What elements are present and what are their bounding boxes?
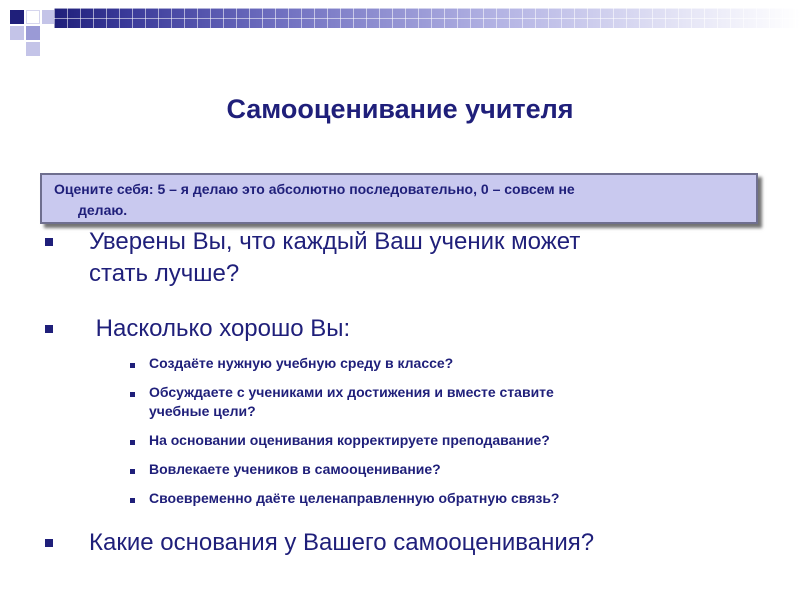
sub-bullet-list [130,354,730,514]
square-bullet-icon [45,539,53,547]
bullet-item [45,226,765,292]
deco-square-6 [26,42,40,56]
square-bullet-icon [45,325,53,333]
sub-list-item-text: Создаёте нужную учебную среду в классе? [149,355,454,371]
decorative-gradient-bar [54,8,800,28]
rating-instructions-line1: Оцените себя: 5 – я делаю это абсолютно последовательно, 0 – совсем не [54,181,575,197]
slide-title: Самооценивание учителя [226,94,574,124]
rating-instructions-line2: делаю. [78,202,128,218]
bullet-item [45,313,765,347]
bullet-item [45,527,765,561]
deco-square-1 [10,10,24,24]
deco-square-2 [26,10,40,24]
square-bullet-icon [130,363,135,368]
deco-square-4 [10,26,24,40]
bullet-text: Насколько хорошо Вы: [89,315,351,342]
sub-list-item-text [149,383,709,421]
bullet-text: Какие основания у Вашего самооценивания? [89,529,595,556]
square-bullet-icon [130,469,135,474]
square-bullet-icon [130,392,135,397]
square-bullet-icon [130,498,135,503]
sub-list-item-text: Вовлекаете учеников в самооценивание? [149,461,441,477]
deco-square-5 [26,26,40,40]
square-bullet-icon [130,440,135,445]
bullet-text-line1: Уверены Вы, что каждый Ваш ученик может [89,228,581,255]
square-bullet-icon [45,238,53,246]
bullet-text-line2: стать лучше? [89,260,240,287]
bullet-text [89,226,749,290]
rating-instructions-box [40,173,758,224]
sub-list-item-text: Своевременно даёте целенаправленную обратную связь? [149,490,560,506]
sub-list-item-text: На основании оценивания корректируете преподавание? [149,432,550,448]
sub-list-item-text-line2: учебные цели? [149,403,256,419]
sub-list-item-text-line1: Обсуждаете с учениками их достижения и вместе ставите [149,384,554,400]
